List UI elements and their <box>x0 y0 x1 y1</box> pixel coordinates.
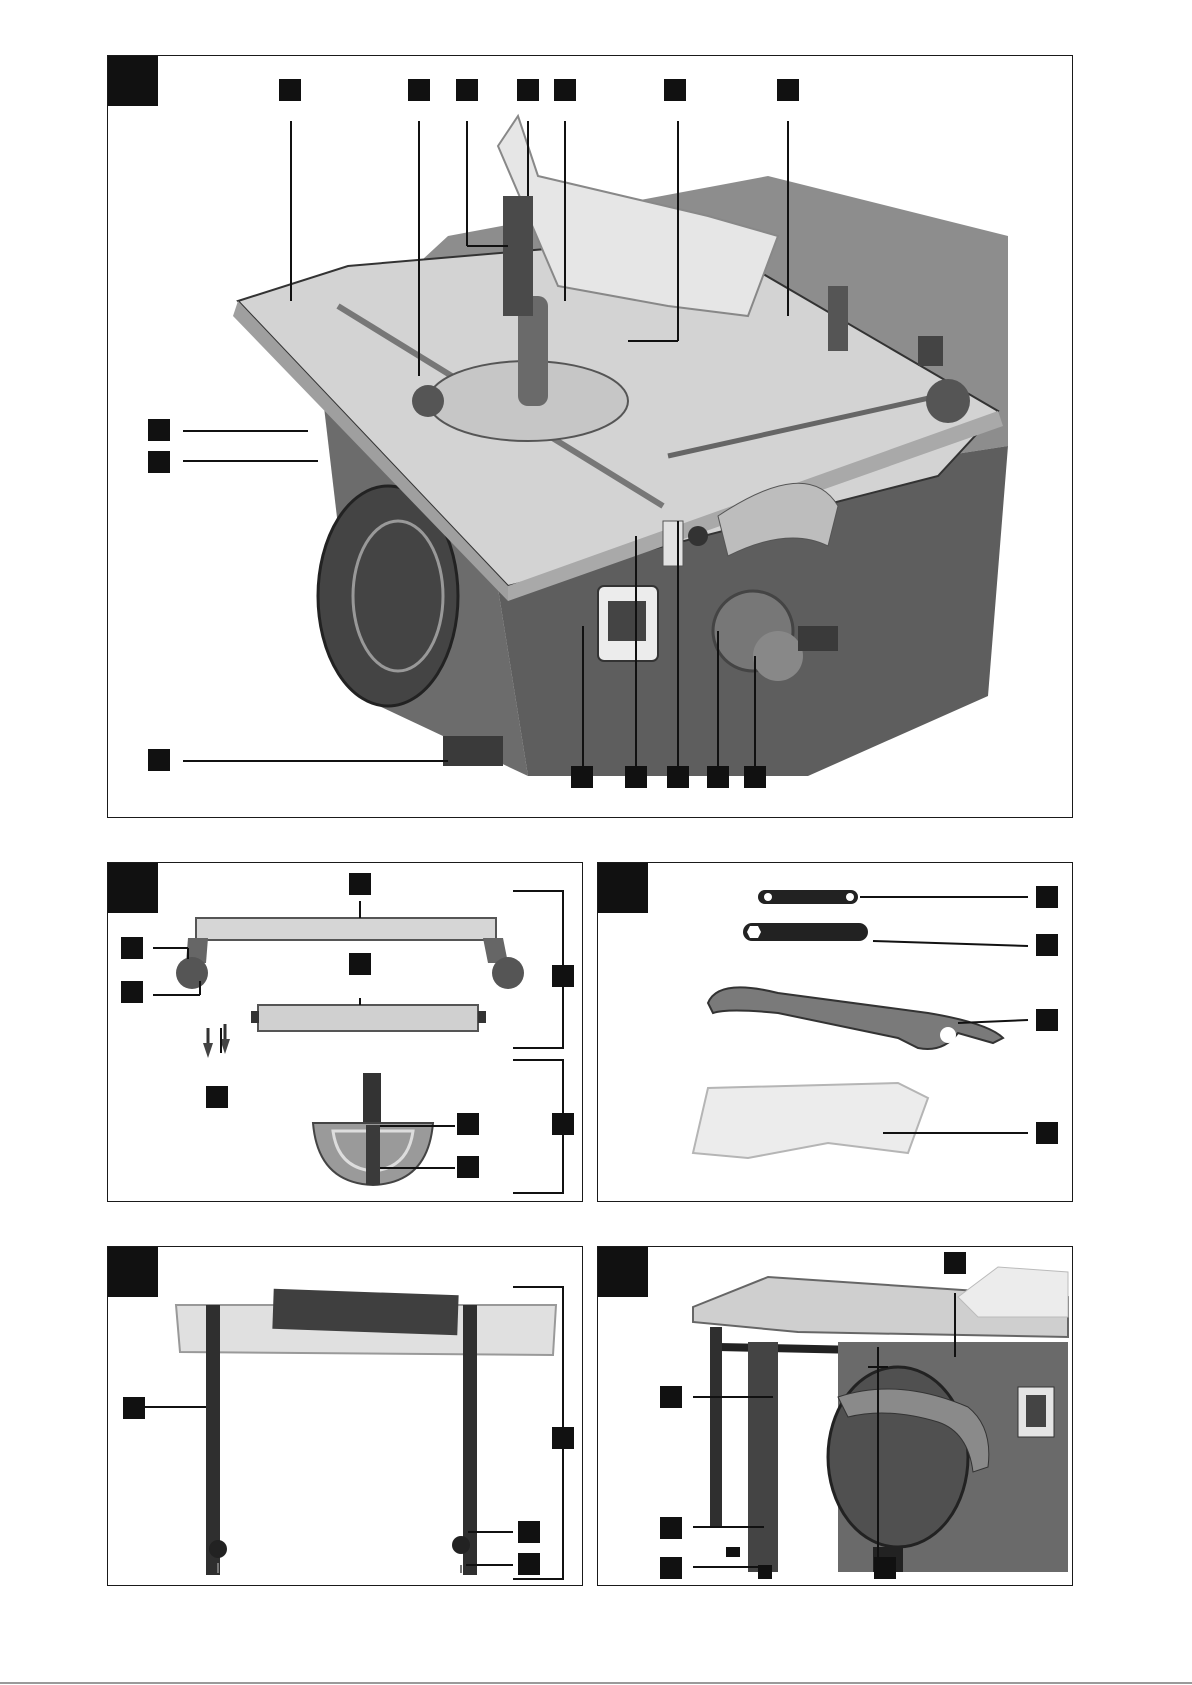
figure-panel-mounted-saw <box>597 1246 1073 1586</box>
callout-marker <box>1036 1009 1058 1031</box>
callout-marker <box>552 1427 574 1449</box>
figure-panel-stand-legs <box>107 1246 583 1586</box>
callout-marker <box>121 937 143 959</box>
callout-marker <box>552 1113 574 1135</box>
callout-marker <box>874 1557 896 1579</box>
callout-marker <box>279 79 301 101</box>
figure-panel-main-saw <box>107 55 1073 818</box>
callout-marker <box>457 1156 479 1178</box>
callout-marker <box>664 79 686 101</box>
callout-marker <box>518 1521 540 1543</box>
callout-marker <box>625 766 647 788</box>
callout-marker <box>148 749 170 771</box>
callout-marker <box>777 79 799 101</box>
callout-marker <box>554 79 576 101</box>
callout-marker <box>148 451 170 473</box>
fence-parts-illustration <box>108 863 582 1201</box>
callout-marker <box>571 766 593 788</box>
callout-marker <box>1036 934 1058 956</box>
table-saw-illustration <box>108 56 1072 817</box>
stand-legs-illustration <box>108 1247 582 1585</box>
callout-marker <box>944 1252 966 1274</box>
callout-marker <box>123 1397 145 1419</box>
callout-marker <box>349 873 371 895</box>
callout-marker <box>1036 886 1058 908</box>
callout-marker <box>456 79 478 101</box>
figure-panel-fence-parts <box>107 862 583 1202</box>
callout-marker <box>1036 1122 1058 1144</box>
callout-marker <box>457 1113 479 1135</box>
page-bottom-rule <box>0 1682 1192 1684</box>
callout-marker <box>660 1386 682 1408</box>
callout-marker <box>707 766 729 788</box>
callout-marker <box>121 981 143 1003</box>
callout-marker <box>552 965 574 987</box>
callout-marker <box>349 953 371 975</box>
callout-marker <box>206 1086 228 1108</box>
callout-marker <box>518 1553 540 1575</box>
callout-marker <box>148 419 170 441</box>
callout-marker <box>660 1517 682 1539</box>
callout-marker <box>408 79 430 101</box>
callout-marker <box>660 1557 682 1579</box>
accessories-illustration <box>598 863 1072 1201</box>
callout-marker <box>517 79 539 101</box>
callout-marker <box>744 766 766 788</box>
callout-marker <box>667 766 689 788</box>
figure-panel-accessories <box>597 862 1073 1202</box>
